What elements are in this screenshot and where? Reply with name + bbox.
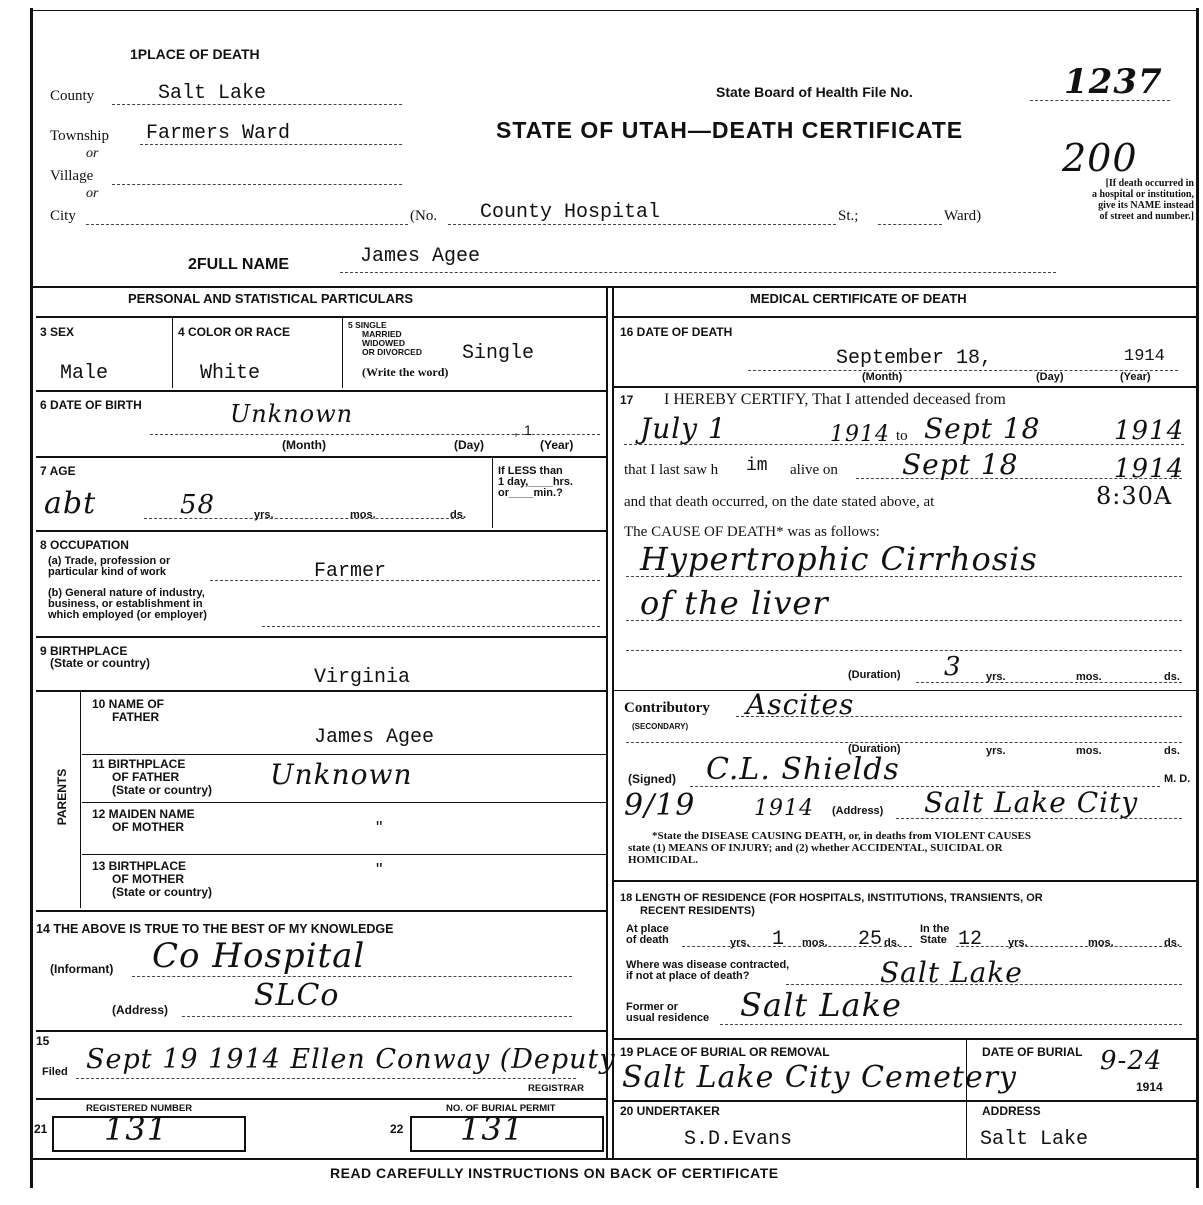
father-name-label: 10 NAME OF FATHER [92,697,165,724]
registrar-label: REGISTRAR [528,1083,584,1094]
birthplace-value: Virginia [314,666,411,689]
duration-value: 3 [944,652,962,682]
mother-name-value: " [376,818,383,838]
former-residence-label: Former or usual residence [626,1001,710,1024]
age-value: 58 [180,490,216,520]
occupation-label: 8 OCCUPATION [40,538,129,552]
signed-address-label: (Address) [832,805,884,817]
duration-ds: ds. [1164,671,1180,683]
secondary-label: (SECONDARY) [632,722,689,731]
state-yrs-value: 12 [958,928,983,951]
duration-label: (Duration) [848,669,901,681]
res-yrs-label: yrs. [730,937,750,949]
burial-permit-label: NO. OF BURIAL PERMIT [446,1103,556,1114]
knowledge-label: 14 THE ABOVE IS TRUE TO THE BEST OF MY KNOWLEDGE [36,922,394,936]
death-time-value: 8:30A [1096,482,1173,510]
duration2-mos: mos. [1076,745,1102,757]
duration2-yrs: yrs. [986,745,1006,757]
street-label: St.; [838,208,859,224]
sex-label: 3 SEX [40,325,75,339]
no-label: (No. [410,208,438,224]
burial-place-value: Salt Lake City Cemetery [622,1060,1017,1095]
dod-day-label: (Day) [1036,371,1064,383]
age-prefix: abt [44,486,97,521]
burial-date-value: 9-24 [1100,1046,1163,1076]
township-value: Farmers Ward [146,122,291,145]
personal-section-title: PERSONAL AND STATISTICAL PARTICULARS [128,291,414,306]
mother-birthplace-value: " [376,860,383,880]
duration2-ds: ds. [1164,745,1180,757]
county-value: Salt Lake [158,82,267,105]
burial-date-year: 1914 [1136,1080,1163,1094]
place-of-death-label: 1PLACE OF DEATH [130,46,260,62]
occupation-value: Farmer [314,560,387,583]
marital-value: Single [462,342,535,365]
undertaker-address-value: Salt Lake [980,1128,1089,1151]
last-saw-value: Sept 18 [902,448,1019,481]
dod-month-label: (Month) [862,371,903,383]
occupation-b-label: (b) General nature of industry, business, or establishment in which employed (or employer) [48,587,207,621]
attended-from-year: 1914 [830,422,890,447]
address-label: (Address) [112,1003,169,1017]
date-of-death-label: 16 DATE OF DEATH [620,325,733,339]
dob-month-label: (Month) [282,438,326,452]
md-label: M. D. [1164,773,1191,785]
date-of-death-value: September 18, [836,347,993,370]
res-ds-value: 25 [858,928,883,951]
race-label: 4 COLOR OR RACE [178,325,291,339]
res-mos-label: mos. [802,937,828,949]
township-label: Township [50,128,109,144]
contributory-label: Contributory [624,700,710,716]
burial-permit-value: 131 [460,1110,525,1148]
contracted-value: Salt Lake [880,956,1023,989]
marital-labels: 5 SINGLE MARRIED WIDOWED OR DIVORCED (Write the word) [348,320,449,379]
dob-day-label: (Day) [454,438,485,452]
full-name-label: 2FULL NAME [188,256,290,273]
signed-label: (Signed) [628,772,676,786]
in-state-label: In the State [920,923,950,946]
father-birthplace-value: Unknown [270,758,413,791]
undertaker-address-label: ADDRESS [982,1104,1041,1118]
birthplace-sub-label: (State or country) [50,656,151,670]
medical-section-title: MEDICAL CERTIFICATE OF DEATH [750,291,967,306]
date-of-death-year: 1914 [1124,347,1165,366]
race-value: White [200,362,261,385]
age-yrs: yrs. [254,509,274,521]
contributory-value: Ascites [746,688,855,721]
filed-value: Sept 19 1914 Ellen Conway (Deputy [86,1044,616,1075]
cause-label: The CAUSE OF DEATH* was as follows: [624,524,880,540]
burial-place-label: 19 PLACE OF BURIAL OR REMOVAL [620,1045,830,1059]
less-than-day: If LESS than 1 day,____hrs. or____min.? [498,465,574,499]
state-mos-label: mos. [1088,937,1114,949]
signed-value: C.L. Shields [706,752,900,787]
parents-label: PARENTS [55,768,69,826]
alive-on-label: alive on [790,462,838,478]
informant-label: (Informant) [50,962,114,976]
file-number-value: 1237 [1064,62,1163,102]
city-label: City [50,208,76,224]
certify-number: 17 [620,393,634,407]
res-mos-value: 1 [772,928,785,951]
handwritten-number: 200 [1062,136,1138,180]
last-saw-pronoun: im [746,456,768,476]
duration2-label: (Duration) [848,743,901,755]
father-name-value: James Agee [314,726,435,749]
attended-from: July 1 [640,412,727,445]
cause-value-line-2: of the liver [640,584,829,622]
attended-to: Sept 18 [924,412,1041,445]
death-occurred-label: and that death occurred, on the date stated above, at [624,494,935,510]
informant-value: Co Hospital [152,936,366,976]
county-label: County [50,88,95,104]
informant-address-value: SLCo [254,978,340,1013]
full-name-value: James Agee [360,245,481,268]
state-ds-label: ds. [1164,937,1180,949]
institution-note: [If death occurred in a hospital or institution, give its NAME instead of street and number.] [1091,178,1194,222]
signed-date: 9/19 [624,788,696,823]
file-number-label: State Board of Health File No. [716,84,913,100]
dod-year-label: (Year) [1120,371,1151,383]
filed-number: 15 [36,1034,50,1048]
registered-number-label: REGISTERED NUMBER [86,1103,193,1114]
state-yrs-label: yrs. [1008,937,1028,949]
filed-label: Filed [42,1066,68,1078]
occupation-a-label: (a) Trade, profession or particular kind of work [48,555,171,578]
or-label-2: or [86,186,99,201]
duration-yrs: yrs. [986,671,1006,683]
age-mos: mos. [350,509,376,521]
footer-instructions: READ CAREFULLY INSTRUCTIONS ON BACK OF CERTIFICATE [330,1165,779,1181]
attended-to-year: 1914 [1114,416,1185,446]
residence-label: 18 LENGTH OF RESIDENCE (FOR HOSPITALS, INSTITUTIONS, TRANSIENTS, OR RECENT RESIDENTS) [620,892,1043,917]
ward-label: Ward) [944,208,982,224]
cause-footnote: *State the DISEASE CAUSING DEATH, or, in deaths from VIOLENT CAUSES state (1) MEANS OF INJURY; and (2) whether ACCIDENTAL, SUICIDAL OR HOMICIDAL. [628,830,1031,866]
village-label: Village [50,168,94,184]
former-residence-value: Salt Lake [740,986,902,1024]
age-label: 7 AGE [40,464,76,478]
certify-text: I HEREBY CERTIFY, That I attended deceased from [664,391,1006,408]
or-label-1: or [86,146,99,161]
signed-year: 1914 [754,796,814,821]
mother-birthplace-label: 13 BIRTHPLACE OF MOTHER (State or country) [92,859,213,899]
birthplace-label: 9 BIRTHPLACE [40,644,128,658]
undertaker-value: S.D.Evans [684,1128,793,1151]
burial-date-label: DATE OF BURIAL [982,1045,1083,1059]
res-ds-label: ds. [884,937,900,949]
mother-name-label: 12 MAIDEN NAME OF MOTHER [92,807,195,834]
burial-permit-prefix: 22 [390,1122,404,1136]
registered-number-prefix: 21 [34,1122,48,1136]
dob-year-label: (Year) [540,438,574,452]
at-place-label: At place of death [626,923,669,946]
undertaker-label: 20 UNDERTAKER [620,1104,720,1118]
to-label: to [896,428,908,444]
certificate-title: STATE OF UTAH—DEATH CERTIFICATE [496,117,964,143]
age-ds: ds. [450,509,466,521]
duration-mos: mos. [1076,671,1102,683]
last-saw-label: that I last saw h [624,462,719,478]
contracted-label: Where was disease contracted, if not at place of death? [626,959,790,982]
father-birthplace-label: 11 BIRTHPLACE OF FATHER (State or country) [92,757,213,797]
registered-number-value: 131 [104,1110,169,1148]
last-saw-year: 1914 [1114,454,1185,484]
dob-label: 6 DATE OF BIRTH [40,398,142,412]
street-value: County Hospital [480,201,661,224]
signed-address-value: Salt Lake City [924,786,1139,819]
cause-value-line-1: Hypertrophic Cirrhosis [640,540,1038,578]
sex-value: Male [60,362,109,385]
dob-value: Unknown [230,400,354,428]
